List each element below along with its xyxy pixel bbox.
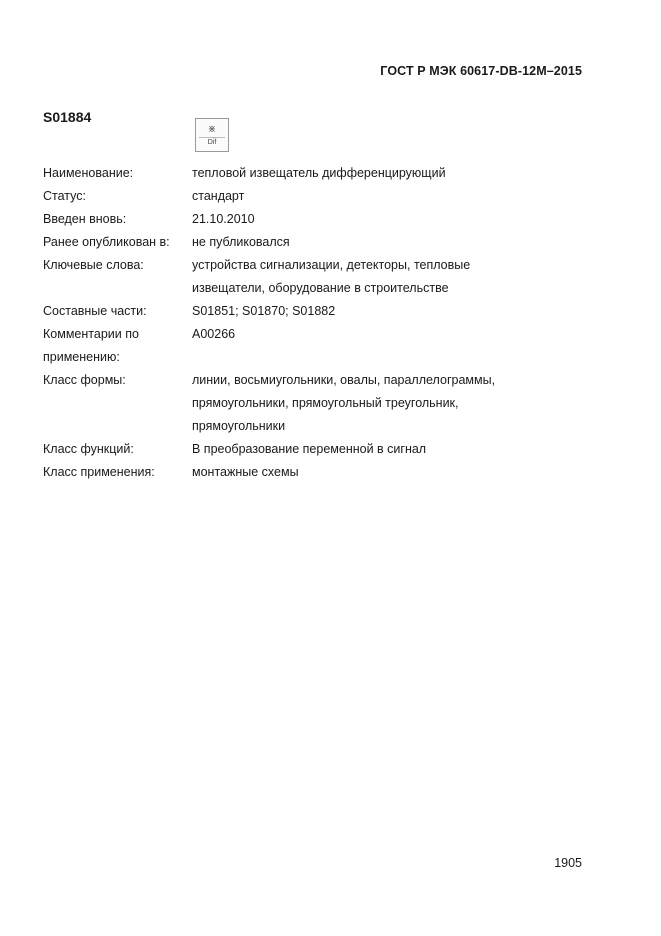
row-introduced bbox=[43, 208, 563, 231]
value-line: S01851; S01870; S01882 bbox=[192, 304, 336, 318]
value-function-class bbox=[192, 438, 563, 461]
row-shape-class bbox=[43, 369, 563, 438]
value-line: A00266 bbox=[192, 327, 236, 341]
value-line: монтажные схемы bbox=[192, 465, 299, 479]
row-comments bbox=[43, 323, 563, 369]
label-name: Наименование: bbox=[43, 166, 134, 180]
label-published: Ранее опубликован в: bbox=[43, 235, 170, 249]
row-keywords bbox=[43, 254, 563, 300]
label-line: Комментарии по bbox=[43, 327, 139, 341]
symbol-id: S01884 bbox=[43, 109, 92, 125]
value-line: В преобразование переменной в сигнал bbox=[192, 442, 427, 456]
row-function-class bbox=[43, 438, 563, 461]
attribute-table bbox=[43, 162, 563, 484]
label-components: Составные части: bbox=[43, 304, 147, 318]
label-function-class: Класс функций: bbox=[43, 442, 134, 456]
label-introduced: Введен вновь: bbox=[43, 212, 127, 226]
value-line: тепловой извещатель дифференцирующий bbox=[192, 166, 446, 180]
label-comments bbox=[43, 323, 192, 369]
page-number: 1905 bbox=[554, 856, 582, 870]
label-line: применению: bbox=[43, 350, 120, 364]
value-line: прямоугольники bbox=[192, 419, 286, 433]
value-line: линии, восьмиугольники, овалы, параллелограммы, bbox=[192, 373, 496, 387]
label-shape-class: Класс формы: bbox=[43, 373, 126, 387]
row-application-class bbox=[43, 461, 563, 484]
value-comments bbox=[192, 323, 563, 369]
symbol-graphic bbox=[195, 118, 229, 152]
value-published bbox=[192, 231, 563, 254]
document-header: ГОСТ Р МЭК 60617-DB-12M–2015 bbox=[380, 64, 582, 78]
heat-detector-icon: ⋇ bbox=[207, 124, 217, 135]
row-name bbox=[43, 162, 563, 185]
value-shape-class bbox=[192, 369, 563, 438]
value-line: стандарт bbox=[192, 189, 245, 203]
value-line: не публиковался bbox=[192, 235, 290, 249]
row-status bbox=[43, 185, 563, 208]
label-application-class: Класс применения: bbox=[43, 465, 155, 479]
value-keywords bbox=[192, 254, 563, 300]
value-status bbox=[192, 185, 563, 208]
value-introduced bbox=[192, 208, 563, 231]
value-line: извещатели, оборудование в строительстве bbox=[192, 281, 449, 295]
value-name bbox=[192, 162, 563, 185]
row-published bbox=[43, 231, 563, 254]
label-status: Статус: bbox=[43, 189, 86, 203]
label-keywords: Ключевые слова: bbox=[43, 258, 144, 272]
value-line: устройства сигнализации, детекторы, тепловые bbox=[192, 258, 471, 272]
value-application-class bbox=[192, 461, 563, 484]
row-components bbox=[43, 300, 563, 323]
value-line: прямоугольники, прямоугольный треугольник, bbox=[192, 396, 459, 410]
value-components bbox=[192, 300, 563, 323]
value-line: 21.10.2010 bbox=[192, 212, 255, 226]
symbol-tag: Dif bbox=[199, 137, 225, 148]
